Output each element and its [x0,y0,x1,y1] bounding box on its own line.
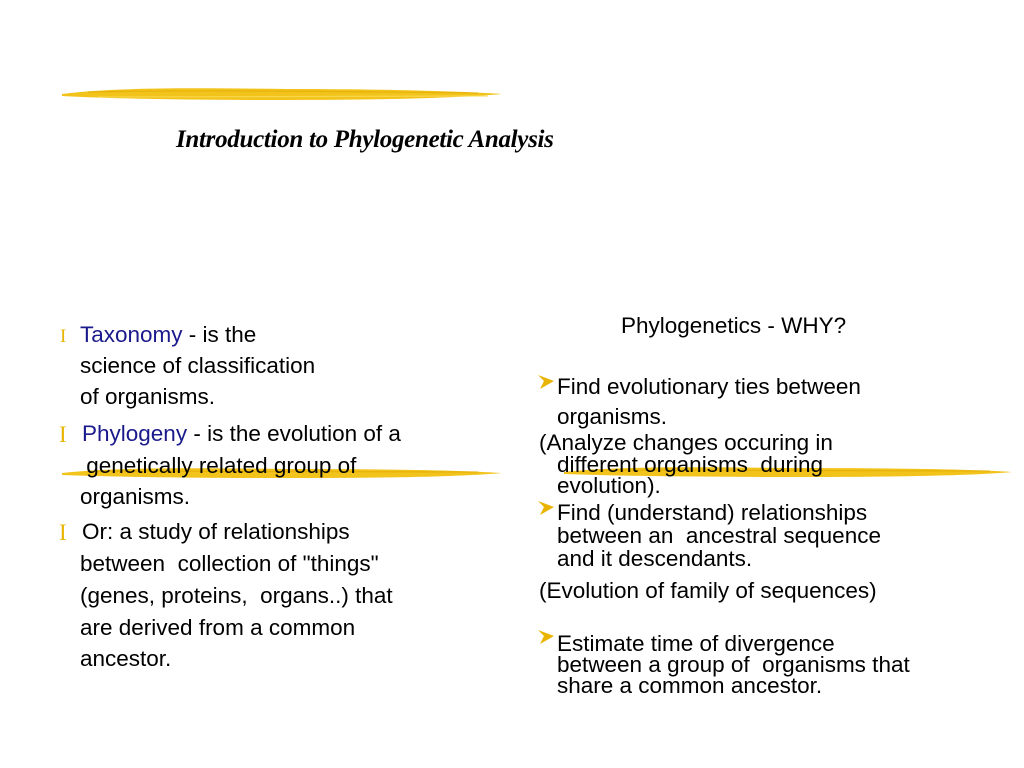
bullet2-line-3: and it descendants. [557,546,753,571]
or-line-3: (genes, proteins, organs..) that [80,583,393,608]
or-line: Or: a study of relationships [82,519,350,544]
page-title: Introduction to Phylogenetic Analysis [176,126,554,153]
taxonomy-text: - is the [182,322,257,347]
arrow-bullet-icon [538,501,554,515]
note1-line-1: (Analyze changes occuring in [539,430,833,455]
note2: (Evolution of family of sequences) [539,578,877,603]
phylogeny-line [82,423,401,446]
bullet-icon: I [59,520,67,545]
phylogeny-line-2: genetically related group of [80,453,357,478]
note1-line-2: different organisms during [557,452,823,477]
bullet3-line-2: between a group of organisms that [557,652,910,677]
bullet3-line-1: Estimate time of divergence [557,631,835,656]
phylogeny-text: - is the evolution of a [187,421,401,446]
taxonomy-line-3: of organisms. [80,384,216,409]
bullet2-line-2: between an ancestral sequence [557,523,881,548]
note1-line-3: evolution). [557,473,661,498]
bullet-icon: I [59,422,67,447]
bullet1-line-2: organisms. [557,404,668,429]
phylogeny-line-3: organisms. [80,484,191,509]
or-line-4: are derived from a common [80,615,356,640]
bullet2-line-1: Find (understand) relationships [557,500,868,525]
arrow-bullet-icon [538,630,554,644]
arrow-bullet-icon [538,375,554,389]
bullet-icon: I [60,326,67,347]
right-heading: Phylogenetics - WHY? [621,313,847,338]
taxonomy-term: Taxonomy [80,322,183,347]
phylogeny-term: Phylogeny [82,421,188,446]
or-line-2: between collection of "things" [80,551,379,576]
top-brush-stroke [58,84,508,104]
taxonomy-line-2: science of classification [80,353,316,378]
or-line-5: ancestor. [80,646,172,671]
taxonomy-line [80,324,256,347]
bullet1-line-1: Find evolutionary ties between [557,374,861,399]
bullet3-line-3: share a common ancestor. [557,673,823,698]
